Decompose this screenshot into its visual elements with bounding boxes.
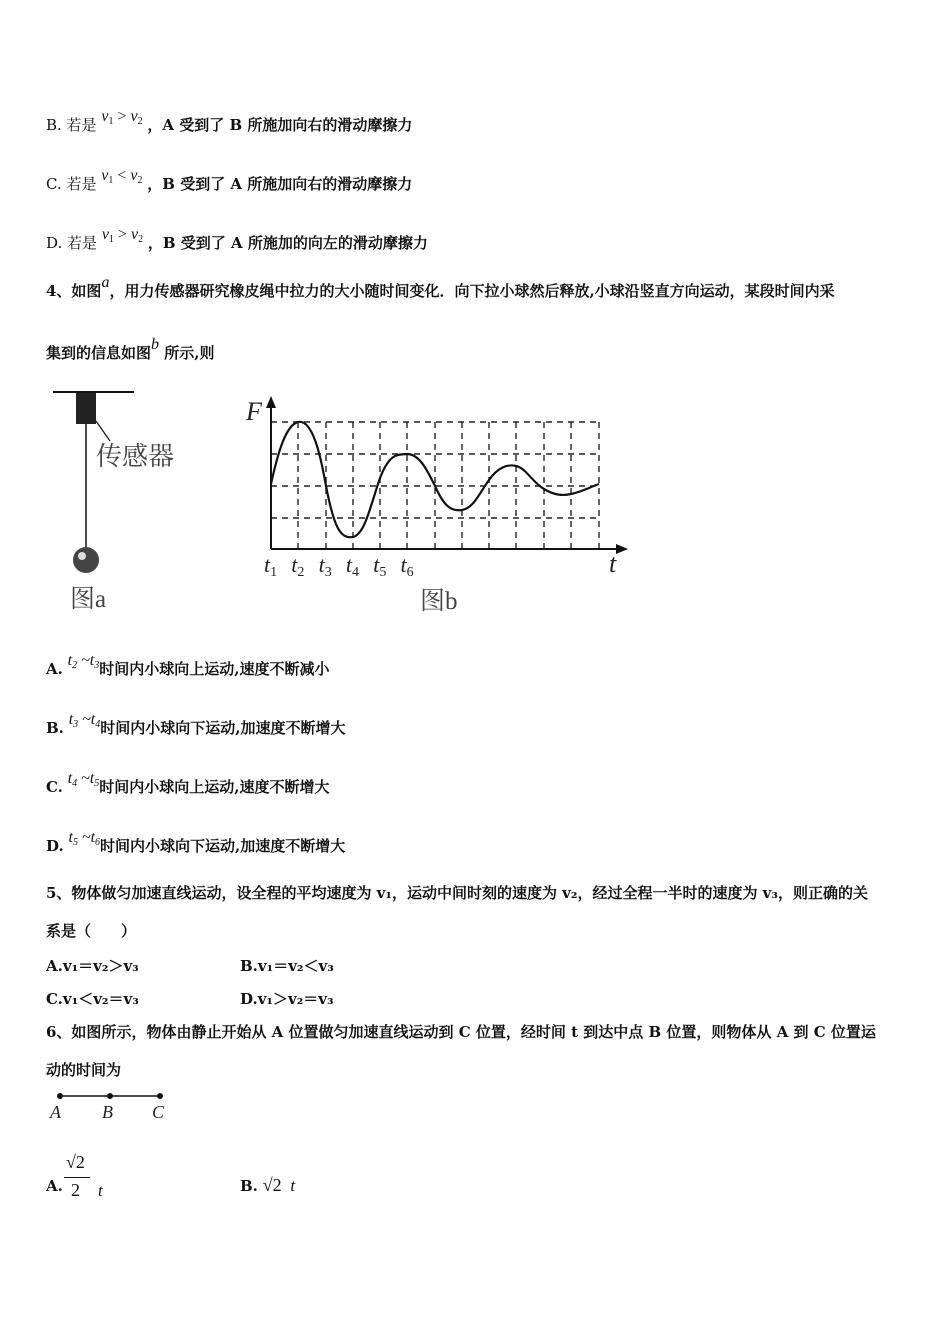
q4-option-b-letter: B. (46, 719, 64, 737)
q4-option-b-interval: $t_3$ $\sim t_4$ (68, 711, 101, 730)
q4-option-d-letter: D. (46, 837, 64, 855)
q3-option-b-label: B. 若是 (46, 116, 97, 134)
q4-option-c-text: 时间内小球向上运动,速度不断增大 (99, 778, 330, 796)
figure-a-caption: 图a (70, 586, 107, 613)
q5-stem-line2: 系是（ ） (46, 922, 137, 940)
q4-stem-part3: 集到的信息如图 (46, 344, 152, 362)
q4-option-a-letter: A. (46, 660, 63, 678)
q3-option-b-text: ，A 受到了 B 所施加向右的滑动摩擦力 (147, 116, 413, 134)
sensor-pointer (96, 421, 110, 441)
q4-option-b-text: 时间内小球向下运动,加速度不断增大 (100, 719, 346, 737)
ball-highlight (78, 552, 86, 560)
q4-option-a-interval: $t_2$ $\sim t_3$ (67, 652, 100, 671)
q3-option-d-text: ，B 受到了 A 所施加的向左的滑动摩擦力 (147, 234, 428, 252)
ball (73, 547, 99, 573)
q4-var-a: a (101, 274, 110, 291)
q3-option-b (46, 108, 413, 136)
q6-option-a-var: t (98, 1181, 103, 1200)
point-a (57, 1093, 63, 1099)
x-axis-label: t (609, 549, 617, 578)
tick-label-t3: t3 (318, 552, 332, 580)
figure-b-caption: 图b (420, 588, 458, 615)
label-b: B (102, 1102, 113, 1122)
q6-option-a-numerator: √2 (66, 1152, 85, 1172)
q4-stem-line2 (46, 336, 215, 363)
q6-option-a-fraction-bar (64, 1177, 90, 1178)
tick-label-t6: t6 (400, 552, 414, 580)
q4-stem-part2: ，用力传感器研究橡皮绳中拉力的大小随时间变化．向下拉小球然后释放,小球沿竖直方向运动，某段时间内采 (109, 282, 835, 300)
tick-label-t4: t4 (345, 552, 360, 580)
q4-option-d-text: 时间内小球向下运动,加速度不断增大 (100, 837, 346, 855)
y-axis-arrow (266, 396, 276, 408)
q6-option-b-expr: √2 (262, 1175, 282, 1195)
q6-line-diagram (46, 1088, 186, 1128)
q3-option-c-label: C. 若是 (46, 175, 97, 193)
q3-option-c-text: ，B 受到了 A 所施加向右的滑动摩擦力 (147, 175, 413, 193)
q3-option-c-condition: $v_1 < v_2$ (101, 167, 143, 186)
q3-option-c-relation: < (117, 167, 127, 184)
q4-option-a-text: 时间内小球向上运动,速度不断减小 (99, 660, 330, 678)
label-a: A (50, 1102, 61, 1122)
label-c: C (152, 1102, 165, 1122)
q4-option-c (46, 770, 330, 798)
sensor-block (76, 393, 96, 424)
q4-option-c-interval: $t_4$ $\sim t_5$ (67, 770, 100, 789)
q3-option-c (46, 167, 413, 195)
q4-option-a (46, 652, 330, 680)
q6-option-b (240, 1175, 295, 1196)
q4-stem-part1: 4、如图 (46, 282, 102, 300)
point-c (157, 1093, 163, 1099)
q3-option-b-condition: $v_1 > v_2$ (101, 108, 143, 127)
tick-label-t2: t2 (291, 552, 305, 580)
q6-option-a-denominator: 2 (71, 1180, 80, 1200)
q4-option-c-letter: C. (46, 778, 63, 796)
sensor-label: 传感器 (96, 442, 175, 471)
q6-stem-line1: 6、如图所示，物体由静止开始从 A 位置做匀加速直线运动到 C 位置，经时间 t 到达中点 B 位置，则物体从 A 到 C 位置运 (46, 1023, 876, 1041)
q3-option-d-label: D. 若是 (46, 234, 98, 252)
figure-a (48, 385, 208, 620)
point-b (107, 1093, 113, 1099)
q6-option-b-letter: B. (240, 1177, 258, 1195)
y-axis-label: F (246, 397, 262, 426)
q6-option-a-letter: A. (46, 1177, 63, 1195)
q3-option-b-relation: > (117, 108, 127, 125)
q4-var-b: b (151, 336, 160, 353)
q4-stem-part4: 所示,则 (164, 344, 215, 362)
q3-option-d-relation: > (117, 226, 127, 243)
q4-stem-line1 (46, 274, 835, 301)
tick-label-t5: t5 (373, 552, 387, 580)
q5-option-b: B.v₁＝v₂＜v₃ (240, 957, 334, 975)
q4-option-b (46, 711, 346, 739)
q6-stem-line2: 动的时间为 (46, 1061, 122, 1079)
q4-option-d (46, 829, 346, 857)
tick-labels (264, 552, 414, 580)
q4-option-d-interval: $t_5$ $\sim t_6$ (68, 829, 101, 848)
q5-option-a: A.v₁＝v₂＞v₃ (46, 957, 139, 975)
figure-b (240, 392, 640, 622)
q5-stem-line1: 5、物体做匀加速直线运动，设全程的平均速度为 v₁，运动中间时刻的速度为 v₂，经过全程一半时的速度为 v₃，则正确的关 (46, 884, 868, 902)
tick-label-t1: t1 (264, 552, 278, 580)
q6-option-b-var: t (290, 1176, 296, 1195)
x-axis-arrow (616, 544, 628, 554)
q5-option-c: C.v₁＜v₂＝v₃ (46, 990, 139, 1008)
q5-option-d: D.v₁＞v₂＝v₃ (240, 990, 334, 1008)
q3-option-d-condition: $v_1 > v_2$ (101, 226, 144, 245)
q3-option-d (46, 226, 428, 254)
q6-option-a (46, 1150, 166, 1210)
